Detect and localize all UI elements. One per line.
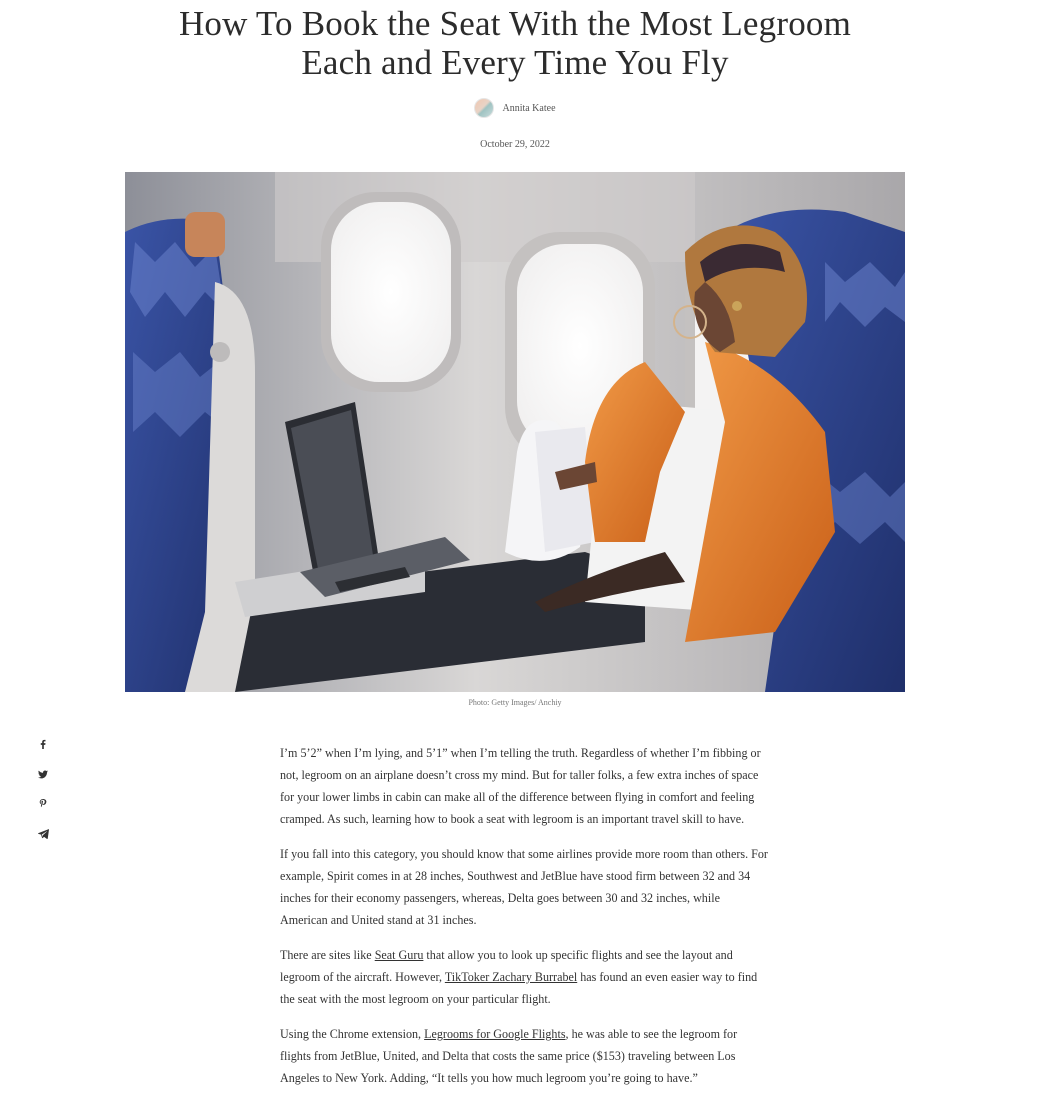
tiktoker-link[interactable]: TikToker Zachary Burrabel <box>444 970 578 984</box>
author-name[interactable]: Annita Katee <box>502 102 556 114</box>
pinterest-share-button[interactable] <box>34 795 52 813</box>
pinterest-icon <box>39 799 47 809</box>
paragraph-2: If you fall into this category, you should know that some airlines provide more room than others. For example, Spirit comes in at 28 inches, Southwest and JetBlue have stood firm between 32 and 34 inches for their economy passengers, whereas, Delta goes between 30 and 32 inches, while American and United stand at 31 inches. <box>280 847 768 927</box>
article-body <box>280 742 768 1102</box>
hero-image <box>125 172 905 692</box>
publish-date: October 29, 2022 <box>480 139 550 150</box>
paragraph-3 <box>280 944 768 1010</box>
facebook-icon <box>39 739 47 749</box>
legrooms-extension-link[interactable]: Legrooms for Google Flights <box>424 1027 566 1041</box>
paragraph-4-text-1: Using the Chrome extension, <box>280 1027 425 1041</box>
article-title-line-2: Each and Every Time You Fly <box>301 43 729 82</box>
paragraph-3-text-2: that allow you to look up specific flights and see the layout and legroom of the aircraft. However, <box>280 948 733 984</box>
telegram-share-button[interactable] <box>34 825 52 843</box>
paragraph-4 <box>280 1023 768 1089</box>
facebook-share-button[interactable] <box>34 735 52 753</box>
author-avatar[interactable] <box>474 98 494 118</box>
paragraph-4-text-2: , he was able to see the legroom for flights from JetBlue, United, and Delta that costs the same price ($153) traveling between Los Angeles to New York. Adding, “It tells you how much legroom you’re going to have.” <box>280 1027 738 1085</box>
article-title <box>130 4 900 82</box>
article-title-line-1: How To Book the Seat With the Most Legroom <box>178 4 852 43</box>
telegram-icon <box>38 829 49 839</box>
share-bar <box>34 735 52 855</box>
author-byline[interactable] <box>0 98 1030 118</box>
seat-guru-link[interactable]: Seat Guru <box>374 948 424 962</box>
twitter-share-button[interactable] <box>34 765 52 783</box>
paragraph-1: I’m 5’2” when I’m lying, and 5’1” when I’m telling the truth. Regardless of whether I’m fibbing or not, legroom on an airplane doesn’t cross my mind. But for taller folks, a few extra inches of space for your lower limbs in cabin can make all of the difference between flying in comfort and feeling cramped. As such, learning how to book a seat with legroom is an important travel skill to have. <box>280 746 761 826</box>
paragraph-3-text-3: has found an even easier way to find the seat with the most legroom on your particular flight. <box>280 970 758 1006</box>
paragraph-3-text-1: There are sites like <box>280 948 375 962</box>
twitter-icon <box>38 770 48 779</box>
image-caption: Photo: Getty Images/ Anchiy <box>468 698 562 707</box>
